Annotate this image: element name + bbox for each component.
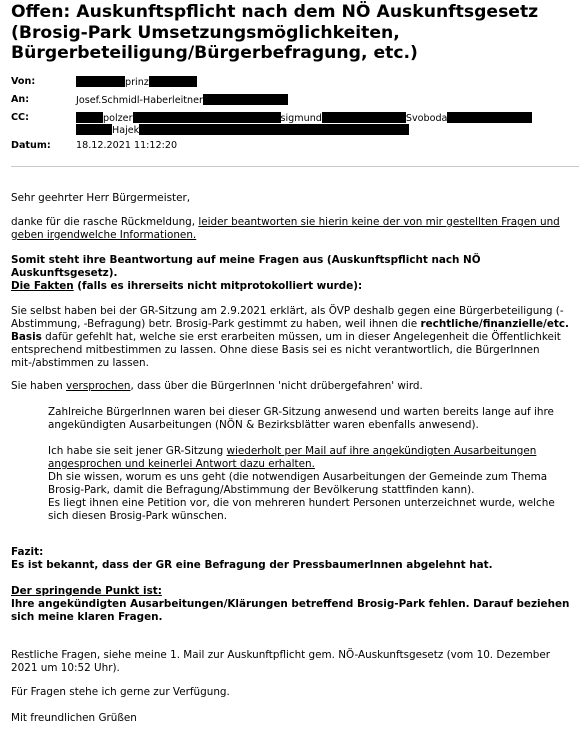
redaction-bar: [139, 124, 409, 135]
paragraph-gr-session: [11, 305, 579, 370]
indented-followups: [48, 445, 578, 523]
header-divider: [11, 166, 579, 167]
paragraph-offer: Für Fragen stehe ich gerne zur Verfügung.: [11, 686, 230, 698]
cc-text-4: Hajek: [112, 125, 140, 136]
redaction-bar: [76, 124, 112, 135]
closing: Mit freundlichen Grüßen: [11, 712, 137, 724]
cc-text-1: polzer: [103, 113, 133, 124]
fazit-heading: Fazit:: [11, 546, 44, 558]
from-value[interactable]: [76, 76, 197, 89]
paragraph-response: [11, 216, 579, 242]
redaction-bar: [133, 112, 281, 123]
from-text: prinz: [125, 77, 149, 88]
redaction-bar: [203, 94, 288, 105]
from-label: Von:: [11, 76, 36, 87]
fazit-text: Es ist bekannt, dass der GR eine Befragung der PressbaumerInnen abgelehnt hat.: [11, 559, 493, 571]
followup-line: [48, 445, 578, 471]
cc-value-line-2[interactable]: [76, 124, 409, 137]
date-label: Datum:: [11, 140, 51, 151]
text-span: Sie selbst haben bei der GR-Sitzung am 2.9.2021 erklärt, als ÖVP deshalb gegen eine Bürgerbeteiligung (-Abstimmung, -Befragung) betr. Brosig-Park gestimmt zu haben, weil ihnen die: [11, 305, 564, 330]
bold-text: rechtliche/finanzielle/etc. Basis: [11, 318, 569, 343]
followup-line: Es liegt ihnen eine Petition vor, die von mehreren hundert Personen unterzeichnet wurde, welche sich diesen Brosig-Park wünschen.: [48, 497, 555, 522]
redaction-bar: [149, 76, 197, 87]
redaction-bar: [76, 112, 103, 123]
text-span: Ich habe sie seit jener GR-Sitzung: [48, 445, 227, 457]
point-heading: Der springende Punkt ist:: [11, 585, 162, 597]
facts-heading-rest: (falls es ihrerseits nicht mitprotokolliert wurde):: [73, 280, 363, 292]
text-span: Sie haben: [11, 380, 67, 392]
indented-citizens: Zahlreiche BürgerInnen waren bei dieser GR-Sitzung anwesend und warten bereits lange auf ihre angekündigten Ausarbeitungen (NÖN & Bezirksblätter waren ebenfalls anwesend).: [48, 406, 554, 431]
redaction-bar: [76, 76, 125, 87]
to-label: An:: [11, 94, 30, 105]
facts-heading: [11, 280, 579, 293]
cc-text-2: sigmund: [280, 113, 322, 124]
followup-line: Dh sie wissen, worum es uns geht (die notwendigen Ausarbeitungen der Gemeinde zum Thema Brosig-Park, damit die Befragung/Abstimmung der Bevölkerung stattfinden kann).: [48, 471, 548, 496]
underlined-text: wiederholt per Mail auf ihre angekündigten Ausarbeitungen angesprochen und keinerlei Antwort dazu erhalten.: [48, 445, 537, 470]
cc-text-3: Svoboda: [405, 113, 448, 124]
paragraph-promise: [11, 380, 579, 393]
text-span: danke für die rasche Rückmeldung,: [11, 216, 199, 228]
facts-title: Die Fakten: [11, 280, 74, 292]
point-text: Ihre angekündigten Ausarbeitungen/Klärungen betreffend Brosig-Park fehlen. Darauf beziehen sich meine klaren Fragen.: [11, 598, 570, 623]
to-text: Josef.Schmidl-Haberleitner: [76, 95, 203, 106]
greeting: Sehr geehrter Herr Bürgermeister,: [11, 192, 191, 204]
paragraph-remaining: Restliche Fragen, siehe meine 1. Mail zur Auskunftpflicht gem. NÖ-Auskunftsgesetz (vom 10. Dezember 2021 um 10:52 Uhr).: [11, 649, 551, 674]
paragraph-answer-pending: Somit steht ihre Beantwortung auf meine Fragen aus (Auskunftspflicht nach NÖ Auskunftsgesetz).: [11, 254, 481, 279]
text-span: , dass über die BürgerInnen 'nicht drübergefahren' wird.: [130, 380, 423, 392]
date-value: 18.12.2021 11:12:20: [76, 140, 178, 151]
email-subject: Offen: Auskunftspflicht nach dem NÖ Auskunftsgesetz (Brosig-Park Umsetzungsmöglichkeiten, Bürgerbeteiligung/Bürgerbefragung, etc.): [11, 2, 539, 63]
to-value[interactable]: [76, 94, 288, 107]
underlined-text: versprochen: [66, 380, 131, 392]
text-span: dafür gefehlt hat, welche sie erst erarbeiten müssen, um in dieser Angelegenheit die Öffentlichkeit entsprechend mitbestimmen zu lassen. Ohne diese Basis sei es nicht verantwortlich, die BürgerInnen mit-/abstimmen zu lassen.: [11, 331, 561, 369]
cc-label: CC:: [11, 112, 29, 123]
underlined-text: leider beantworten sie hierin keine der von mir gestellten Fragen und geben irgendwelche Informationen.: [11, 216, 560, 241]
redaction-bar: [322, 112, 406, 123]
redaction-bar: [447, 112, 532, 123]
